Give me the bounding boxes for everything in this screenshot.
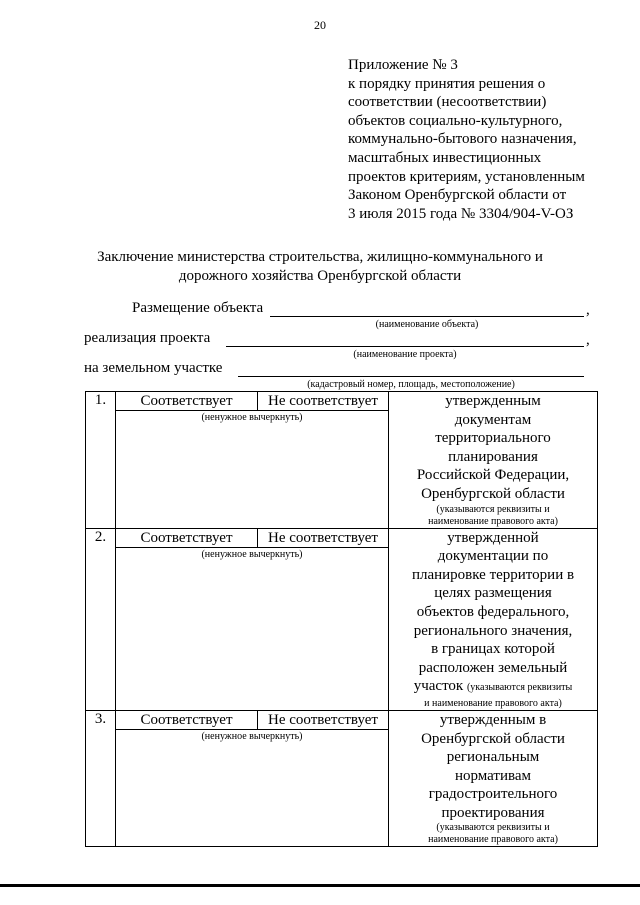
desc-line: проектирования — [441, 804, 545, 821]
not-complies-option[interactable]: Не соответствует — [268, 393, 378, 409]
criterion-description — [389, 710, 598, 847]
appendix-line: объектов социально-культурного, — [348, 112, 563, 129]
desc-note: (указываются реквизиты — [466, 682, 573, 694]
desc-line: в границах которой — [431, 641, 555, 658]
table-row — [86, 528, 598, 710]
document-title — [60, 248, 580, 286]
appendix-line: к порядку принятия решения о — [348, 75, 546, 92]
desc-line: Оренбургской области — [421, 730, 565, 747]
not-complies-option[interactable]: Не соответствует — [268, 711, 378, 728]
desc-note: (указываются реквизиты и — [436, 503, 550, 515]
table-row — [86, 710, 598, 847]
desc-line: утвержденной — [447, 529, 539, 546]
appendix-line: 3 июля 2015 года № 3304/904-V-ОЗ — [348, 205, 574, 222]
land-blank[interactable] — [238, 376, 584, 377]
appendix-line: проектов критериям, установленным — [348, 168, 585, 185]
appendix-line: масштабных инвестиционных — [348, 149, 542, 166]
project-hint: (наименование проекта) — [353, 349, 457, 360]
project-comma: , — [586, 332, 590, 348]
project-label: реализация проекта — [84, 330, 211, 346]
desc-line: территориального — [435, 430, 551, 447]
page-number: 20 — [314, 18, 326, 32]
desc-line: градостроительного — [428, 786, 558, 803]
table-row — [86, 392, 598, 529]
desc-line: документам — [454, 411, 532, 428]
complies-option[interactable]: Соответствует — [116, 392, 258, 410]
desc-note: наименование правового акта) — [428, 834, 558, 846]
desc-line: Российской Федерации, — [416, 467, 570, 484]
project-blank[interactable] — [226, 346, 584, 347]
desc-line: планирования — [448, 448, 538, 465]
page-bottom-rule — [0, 884, 640, 887]
desc-note: и наименование правового акта) — [424, 697, 562, 709]
desc-line: региональным — [446, 749, 540, 766]
desc-line: регионального значения, — [413, 622, 573, 639]
desc-line: расположен земельный — [418, 659, 568, 676]
criterion-description — [389, 528, 598, 710]
appendix-header — [348, 56, 618, 223]
cross-out-hint: (ненужное вычеркнуть) — [201, 730, 303, 742]
criterion-description — [389, 392, 598, 529]
complies-option[interactable]: Соответствует — [116, 529, 258, 547]
desc-line: Оренбургской области — [421, 485, 565, 502]
title-line: Заключение министерства строительства, жилищно-коммунального и — [97, 249, 543, 265]
appendix-line: Законом Оренбургской области от — [348, 187, 567, 204]
not-complies-option[interactable]: Не соответствует — [268, 529, 378, 546]
desc-line: утвержденным — [445, 393, 541, 409]
desc-word: участок — [413, 678, 464, 695]
object-label: Размещение объекта — [132, 300, 264, 316]
object-hint: (наименование объекта) — [375, 319, 479, 330]
object-comma: , — [586, 302, 590, 318]
desc-line: утвержденным в — [439, 711, 547, 728]
row-number: 3. — [86, 710, 116, 847]
complies-option[interactable]: Соответствует — [116, 711, 258, 729]
desc-line — [389, 677, 597, 698]
desc-note: (указываются реквизиты и — [436, 822, 550, 834]
appendix-line: Приложение № 3 — [348, 57, 458, 73]
object-blank[interactable] — [270, 316, 584, 317]
cross-out-hint: (ненужное вычеркнуть) — [201, 412, 303, 423]
desc-note: наименование правового акта) — [428, 515, 558, 527]
criteria-table — [85, 391, 598, 847]
decision-cell — [116, 528, 389, 710]
land-hint: (кадастровый номер, площадь, местоположение) — [307, 379, 515, 390]
desc-line: целях размещения — [434, 585, 552, 602]
appendix-line: соответствии (несоответствии) — [348, 94, 547, 111]
land-label: на земельном участке — [84, 360, 223, 376]
desc-line: объектов федерального, — [416, 603, 570, 620]
decision-cell — [116, 710, 389, 847]
title-line: дорожного хозяйства Оренбургской области — [178, 268, 462, 284]
desc-line: документации по — [437, 548, 549, 565]
desc-line: нормативам — [454, 767, 532, 784]
row-number: 2. — [86, 528, 116, 710]
desc-line: планировке территории в — [411, 566, 575, 583]
row-number: 1. — [86, 392, 116, 529]
appendix-line: коммунально-бытового назначения, — [348, 131, 577, 148]
decision-cell — [116, 392, 389, 529]
cross-out-hint: (ненужное вычеркнуть) — [201, 548, 303, 560]
